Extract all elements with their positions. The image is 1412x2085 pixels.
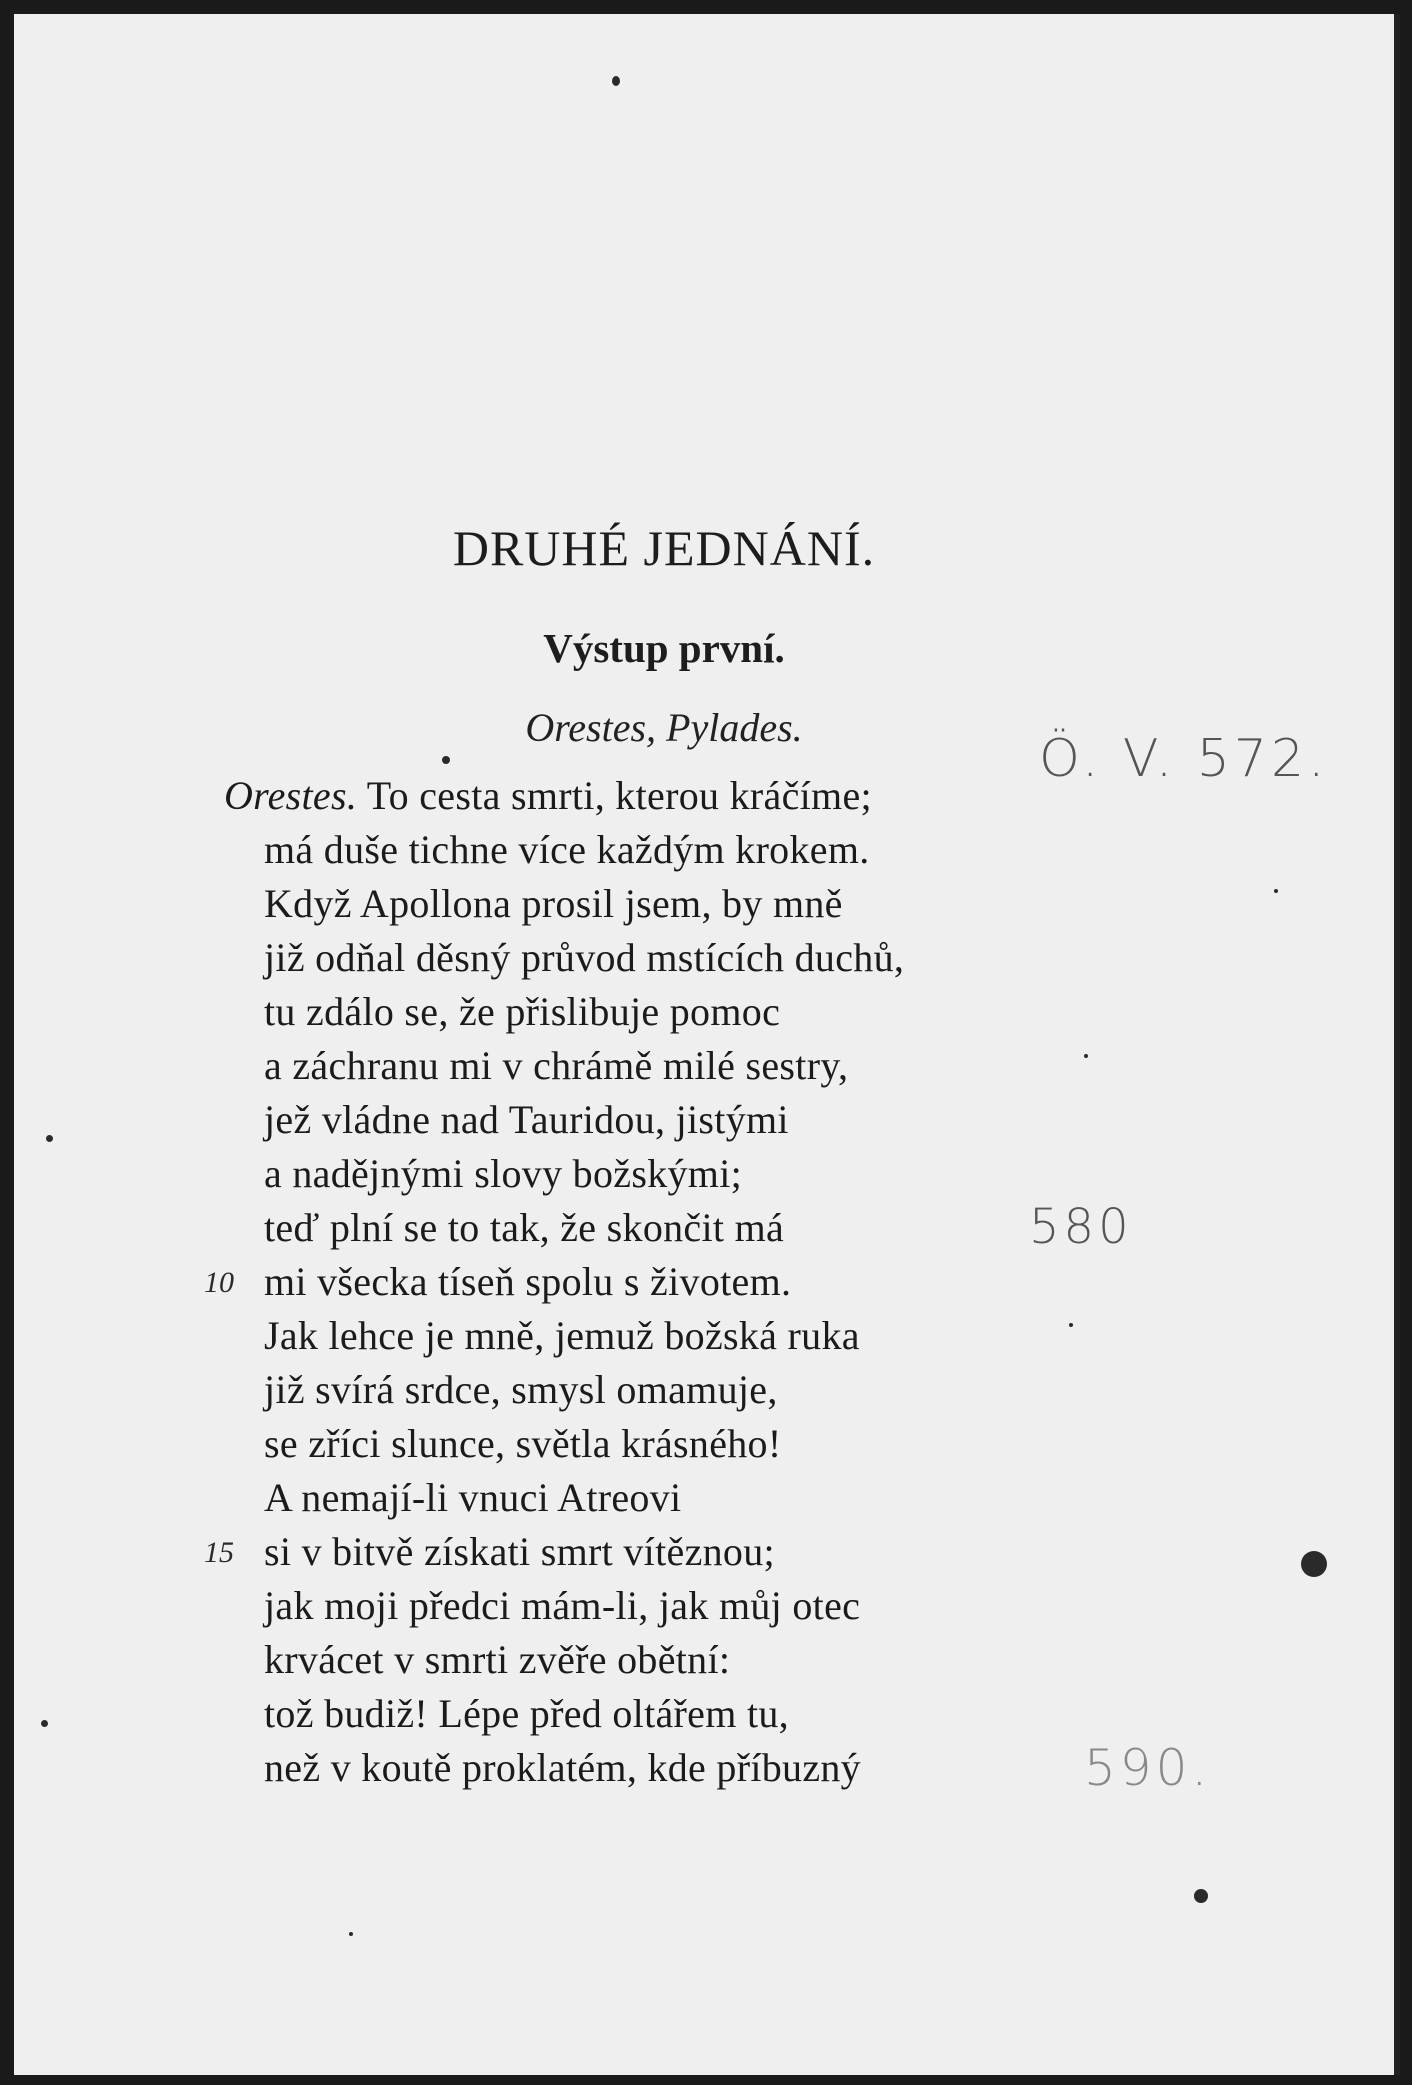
verse-line: jež vládne nad Tauridou, jistými xyxy=(264,1097,789,1142)
book-page xyxy=(14,14,1400,2075)
verse-line: Jak lehce je mně, jemuž božská ruka xyxy=(264,1313,860,1358)
page-speck xyxy=(1194,1889,1208,1903)
speaker-name: Orestes. xyxy=(224,773,358,818)
handwritten-note-middle: 580 xyxy=(1029,1199,1133,1255)
verse-line: mi všecka tíseň spolu s životem. xyxy=(264,1259,792,1304)
page-speck xyxy=(442,756,450,764)
verse-line: si v bitvě získati smrt vítěznou; xyxy=(264,1529,775,1574)
verse-line: tu zdálo se, že přislibuje pomoc xyxy=(264,989,781,1034)
characters-line: Orestes, Pylades. xyxy=(525,705,803,750)
verse-line: tož budiž! Lépe před oltářem tu, xyxy=(264,1691,789,1736)
act-heading: DRUHÉ JEDNÁNÍ. xyxy=(452,520,876,576)
verse-line: a nadějnými slovy božskými; xyxy=(264,1151,743,1196)
page-speck xyxy=(41,1720,48,1727)
page-speck xyxy=(1301,1551,1327,1577)
line-number: 15 xyxy=(204,1536,234,1569)
handwritten-note-bottom: 590. xyxy=(1084,1739,1212,1797)
page-speck xyxy=(1274,889,1278,893)
handwritten-note-top: Ö. V. 572. xyxy=(1039,729,1329,789)
page-speck xyxy=(1069,1323,1073,1327)
verse-line: A nemají-li vnuci Atreovi xyxy=(264,1475,682,1520)
verse-line: a záchranu mi v chrámě milé sestry, xyxy=(264,1043,849,1088)
verse-line: již odňal děsný průvod mstících duchů, xyxy=(264,935,905,980)
verse-line: již svírá srdce, smysl omamuje, xyxy=(264,1367,778,1412)
verse-line: se zříci slunce, světla krásného! xyxy=(264,1421,782,1466)
page-speck xyxy=(1084,1054,1088,1058)
page-speck xyxy=(46,1135,53,1142)
page-speck xyxy=(612,76,620,86)
verse-line: Orestes. To cesta smrti, kterou kráčíme; xyxy=(224,773,872,818)
verse-line: jak moji předci mám-li, jak můj otec xyxy=(264,1583,861,1628)
line-number: 10 xyxy=(204,1266,234,1299)
verse-line: Když Apollona prosil jsem, by mně xyxy=(264,881,843,926)
verse-line: má duše tichne více každým krokem. xyxy=(264,827,870,872)
verse-line: krvácet v smrti zvěře obětní: xyxy=(264,1637,731,1682)
page-speck xyxy=(349,1932,353,1936)
verse-line: teď plní se to tak, že skončit má xyxy=(264,1205,785,1250)
verse-line: než v koutě proklatém, kde příbuzný xyxy=(264,1745,861,1790)
scene-heading: Výstup první. xyxy=(543,625,785,671)
